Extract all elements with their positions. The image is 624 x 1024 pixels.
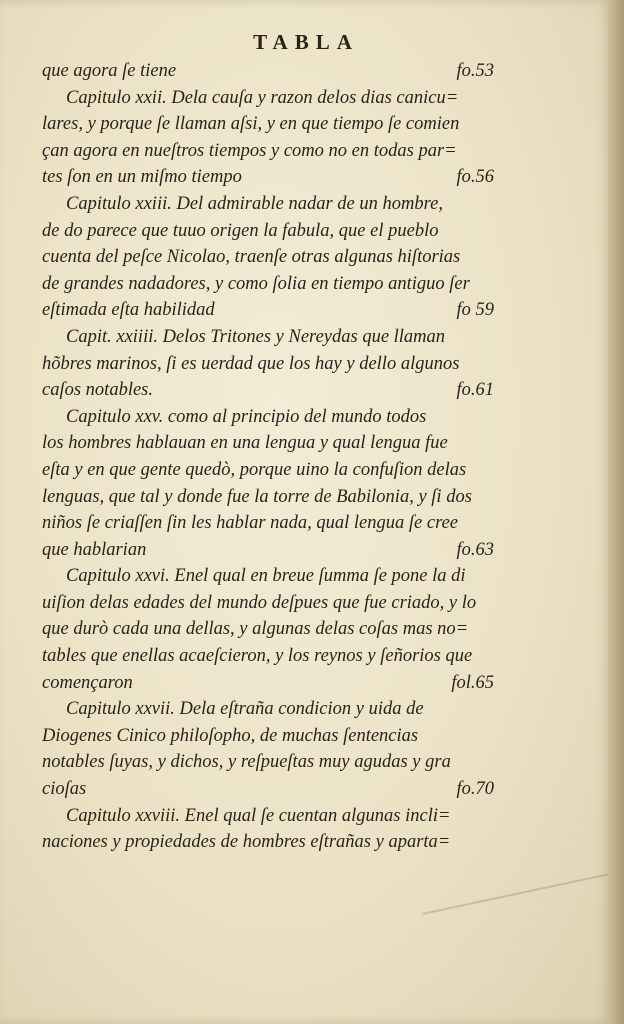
text-line: [42, 670, 494, 697]
line-text: eſtimada eſta habilidad: [42, 300, 215, 321]
text-line: [42, 776, 494, 803]
line-text: lares, y porque ſe llaman aſsi, y en que tiempo ſe comien: [42, 114, 460, 135]
text-line: [42, 404, 494, 431]
line-text: Capit. xxiiii. Delos Tritones y Nereydas que llaman: [66, 326, 446, 347]
text-line: [42, 164, 494, 191]
line-text: Capitulo xxvii. Dela eſtraña condicion y uida de: [66, 699, 424, 720]
line-text: lenguas, que tal y donde fue la torre de Babilonia, y ſi dos: [42, 486, 472, 507]
line-text: Capitulo xxii. Dela cauſa y razon delos dias canicu=: [66, 87, 459, 108]
line-text: los hombres hablauan en una lengua y qual lengua fue: [42, 433, 448, 454]
folio-reference: fo.56: [456, 167, 494, 188]
folio-reference: fo.70: [456, 779, 494, 800]
text-line: [42, 616, 494, 643]
text-line: [42, 484, 494, 511]
line-text: tables que enellas acaeſcieron, y los reynos y ſeñorios que: [42, 646, 473, 667]
folio-reference: fol.65: [451, 672, 494, 693]
text-line: [42, 377, 494, 404]
text-line: [42, 696, 494, 723]
text-line: [42, 643, 494, 670]
line-text: çan agora en nueſtros tiempos y como no en todas par=: [42, 140, 457, 161]
folio-reference: fo.53: [456, 61, 494, 81]
line-text: començaron: [42, 672, 133, 693]
text-line: [42, 803, 494, 830]
folio-reference: fo.63: [456, 539, 494, 560]
line-text: Capitulo xxvi. Enel qual en breue ſumma ſe pone la di: [66, 566, 466, 587]
text-line: [42, 590, 494, 617]
table-of-contents-text: [42, 58, 494, 856]
text-line: [42, 510, 494, 537]
line-text: naciones y propiedades de hombres eſtrañas y aparta=: [42, 832, 451, 853]
line-text: cuenta del peſce Nicolao, traenſe otras algunas hiſtorias: [42, 247, 461, 268]
line-text: eſta y en que gente quedò, porque uino la confuſion delas: [42, 459, 467, 480]
line-text: Diogenes Cinico philoſopho, de muchas ſentencias: [42, 725, 419, 746]
line-text: Capitulo xxv. como al principio del mundo todos: [66, 406, 427, 427]
text-line: [42, 563, 494, 590]
text-line: [42, 430, 494, 457]
page-edge: [608, 0, 624, 1024]
text-line: [42, 537, 494, 564]
text-line: [42, 829, 494, 856]
line-text: que agora ſe tiene: [42, 61, 177, 81]
text-line: [42, 218, 494, 245]
line-text: hõbres marinos, ſi es uerdad que los hay y dello algunos: [42, 353, 460, 374]
text-line: [42, 111, 494, 138]
text-line: [42, 85, 494, 112]
line-text: Capitulo xxviii. Enel qual ſe cuentan algunas incli=: [66, 805, 451, 826]
line-text: Capitulo xxiii. Del admirable nadar de un hombre,: [66, 193, 443, 214]
line-text: niños ſe criaſſen ſin les hablar nada, qual lengua ſe cree: [42, 513, 459, 534]
text-line: [42, 351, 494, 378]
line-text: notables ſuyas, y dichos, y reſpueſtas muy agudas y gra: [42, 752, 451, 773]
text-line: [42, 723, 494, 750]
line-text: tes ſon en un miſmo tiempo: [42, 167, 242, 188]
text-line: [42, 457, 494, 484]
line-text: de do parece que tuuo origen la fabula, que el pueblo: [42, 220, 439, 241]
text-line: [42, 271, 494, 298]
folio-reference: fo 59: [456, 300, 494, 321]
text-line: [42, 191, 494, 218]
text-line: [42, 297, 494, 324]
line-text: uiſion delas edades del mundo deſpues que fue criado, y lo: [42, 592, 477, 613]
line-text: caſos notables.: [42, 380, 153, 401]
text-line: [42, 244, 494, 271]
line-text: cioſas: [42, 779, 87, 800]
line-text: que durò cada una dellas, y algunas delas coſas mas no=: [42, 619, 469, 640]
paper-crease: [422, 867, 624, 915]
text-line: [42, 138, 494, 165]
text-line: [42, 324, 494, 351]
text-line: [42, 749, 494, 776]
folio-reference: fo.61: [456, 380, 494, 401]
line-text: que hablarian: [42, 539, 147, 560]
line-text: de grandes nadadores, y como ſolia en tiempo antiguo ſer: [42, 273, 470, 294]
page-header: TABLA: [253, 30, 359, 54]
text-line: [42, 58, 494, 85]
